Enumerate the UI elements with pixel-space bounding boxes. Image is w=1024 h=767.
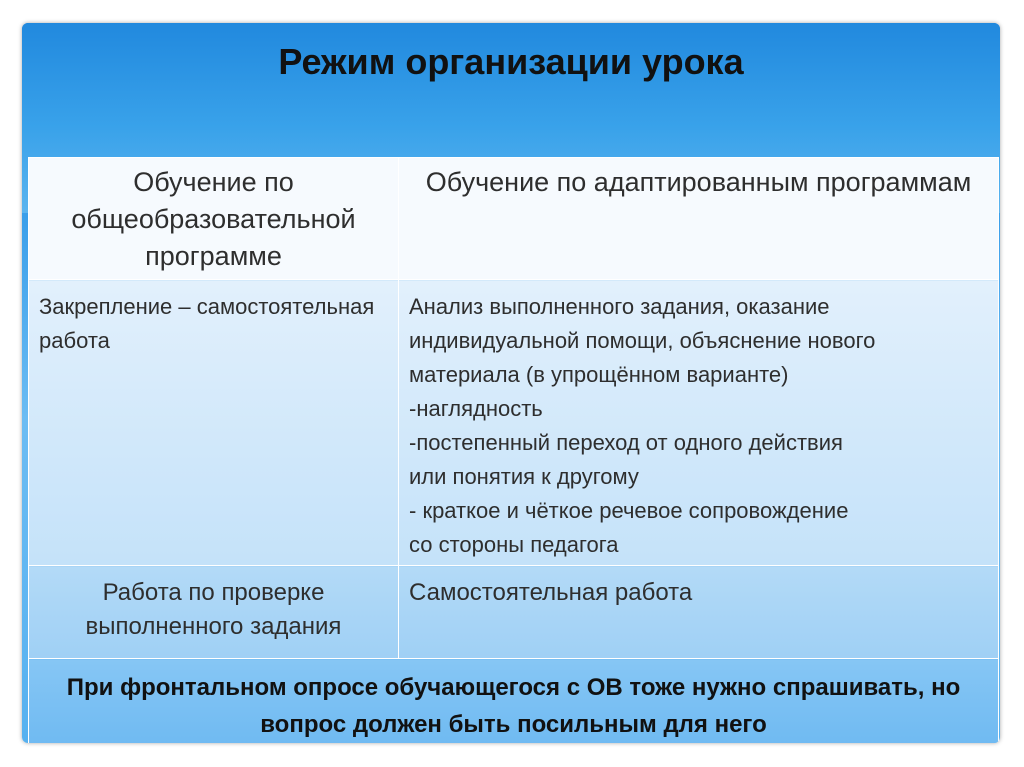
cell-line: -постепенный переход от одного действия (409, 430, 843, 455)
cell-consolidation: Закрепление – самостоятельная работа (29, 280, 399, 566)
table-footer-row (29, 659, 999, 744)
header-cell-adapted-programs: Обучение по адаптированным программам (399, 158, 999, 280)
cell-line: индивидуальной помощи, объяснение нового (409, 328, 876, 353)
header-cell-general-program: Обучение по общеобразовательной программе (29, 158, 399, 280)
cell-check-assignment: Работа по проверке выполненного задания (29, 566, 399, 659)
cell-independent-work: Самостоятельная работа (399, 566, 999, 659)
slide-title: Режим организации урока (278, 41, 744, 82)
table-row (29, 280, 999, 566)
footer-note: При фронтальном опросе обучающегося с ОВ тоже нужно спрашивать, но вопрос должен быть посильным для него (29, 659, 999, 744)
lesson-mode-table (28, 157, 999, 743)
cell-line: -наглядность (409, 396, 543, 421)
cell-line: или понятия к другому (409, 464, 639, 489)
cell-adapted-consolidation (399, 280, 999, 566)
table-header-row (29, 158, 999, 280)
cell-line: материала (в упрощённом варианте) (409, 362, 789, 387)
cell-line: - краткое и чёткое речевое сопровождение (409, 498, 849, 523)
table-row (29, 566, 999, 659)
slide (22, 23, 1000, 743)
cell-line: со стороны педагога (409, 532, 619, 557)
cell-line: Анализ выполненного задания, оказание (409, 294, 830, 319)
